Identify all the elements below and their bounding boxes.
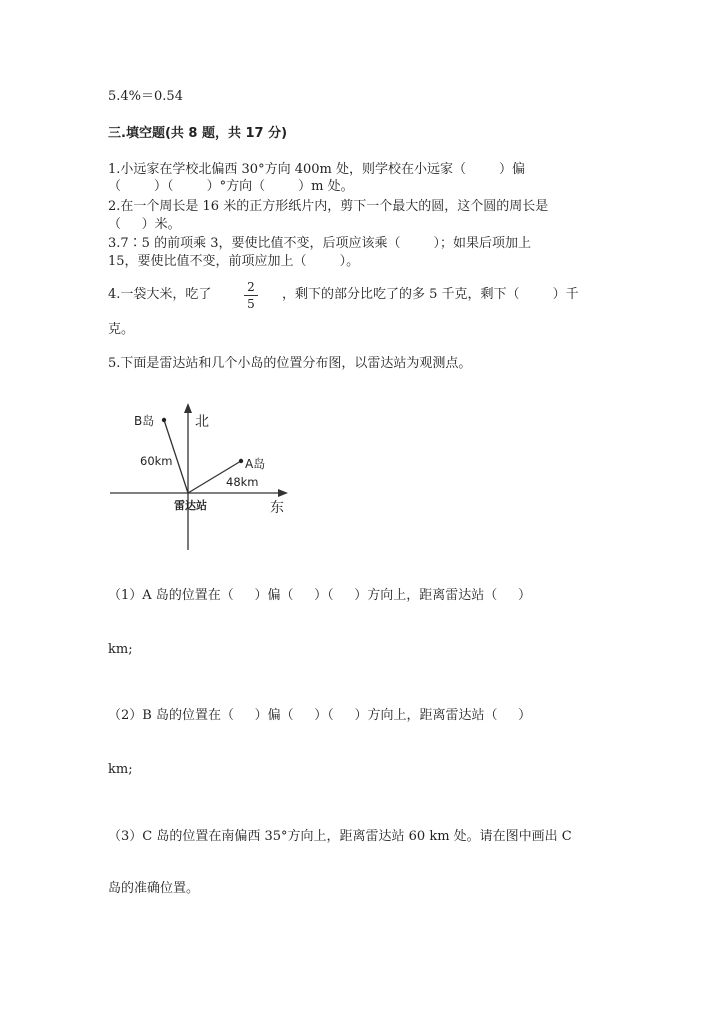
sub-question-1-line-2: km;	[108, 642, 133, 657]
b-island-label: B岛	[134, 414, 155, 428]
question-4-line-1-end: ，剩下的部分比吃了的多 5 千克，剩下（ ）千	[282, 287, 579, 302]
a-island-label: A岛	[245, 457, 266, 471]
question-2-line-2: （ ）米。	[108, 217, 181, 232]
fraction-numerator: 2	[247, 280, 255, 294]
east-label: 东	[270, 500, 284, 516]
section-heading: 三.填空题(共 8 题，共 17 分)	[108, 126, 288, 141]
east-arrowhead	[278, 489, 288, 497]
sub-question-1-line-1: （1）A 岛的位置在（ ）偏（ ）（ ）方向上，距离雷达站（ ）	[108, 588, 531, 603]
equation-line: 5.4%＝0.54	[108, 89, 183, 104]
question-5-intro: 5.下面是雷达站和几个小岛的位置分布图，以雷达站为观测点。	[108, 356, 472, 371]
question-1-line-2: （ ）（ ）°方向（ ）m 处。	[108, 179, 354, 194]
a-island-point	[239, 459, 243, 463]
sub-question-3-line-2: 岛的准确位置。	[108, 881, 200, 896]
question-1-line-1: 1.小远家在学校北偏西 30°方向 400m 处，则学校在小远家（ ）偏	[108, 162, 526, 177]
question-2-line-1: 2.在一个周长是 16 米的正方形纸片内，剪下一个最大的圆，这个圆的周长是	[108, 199, 549, 214]
question-3-line-2: 15，要使比值不变，前项应加上（ ）。	[108, 254, 360, 269]
sub-question-3-line-1: （3）C 岛的位置在南偏西 35°方向上，距离雷达站 60 km 处。请在图中画出 C	[108, 829, 572, 844]
b-island-point	[162, 418, 166, 422]
sub-question-2-line-2: km;	[108, 762, 133, 777]
sub-question-2-line-1: （2）B 岛的位置在（ ）偏（ ）（ ）方向上，距离雷达站（ ）	[108, 708, 532, 723]
fraction-bar	[244, 295, 258, 296]
a-distance-label: 48km	[226, 475, 259, 489]
radar-station-label: 雷达站	[174, 499, 207, 512]
north-arrowhead	[184, 403, 192, 413]
fraction-denominator: 5	[247, 297, 255, 311]
radar-position-diagram	[108, 398, 308, 553]
fraction-two-fifths	[244, 280, 258, 311]
north-label: 北	[195, 414, 209, 430]
question-4-line-1-start: 4.一袋大米，吃了	[108, 287, 212, 302]
b-distance-label: 60km	[140, 454, 173, 468]
question-3-line-1: 3.7∶5 的前项乘 3，要使比值不变，后项应该乘（ ）；如果后项加上	[108, 236, 532, 251]
question-4-line-2: 克。	[108, 322, 135, 337]
